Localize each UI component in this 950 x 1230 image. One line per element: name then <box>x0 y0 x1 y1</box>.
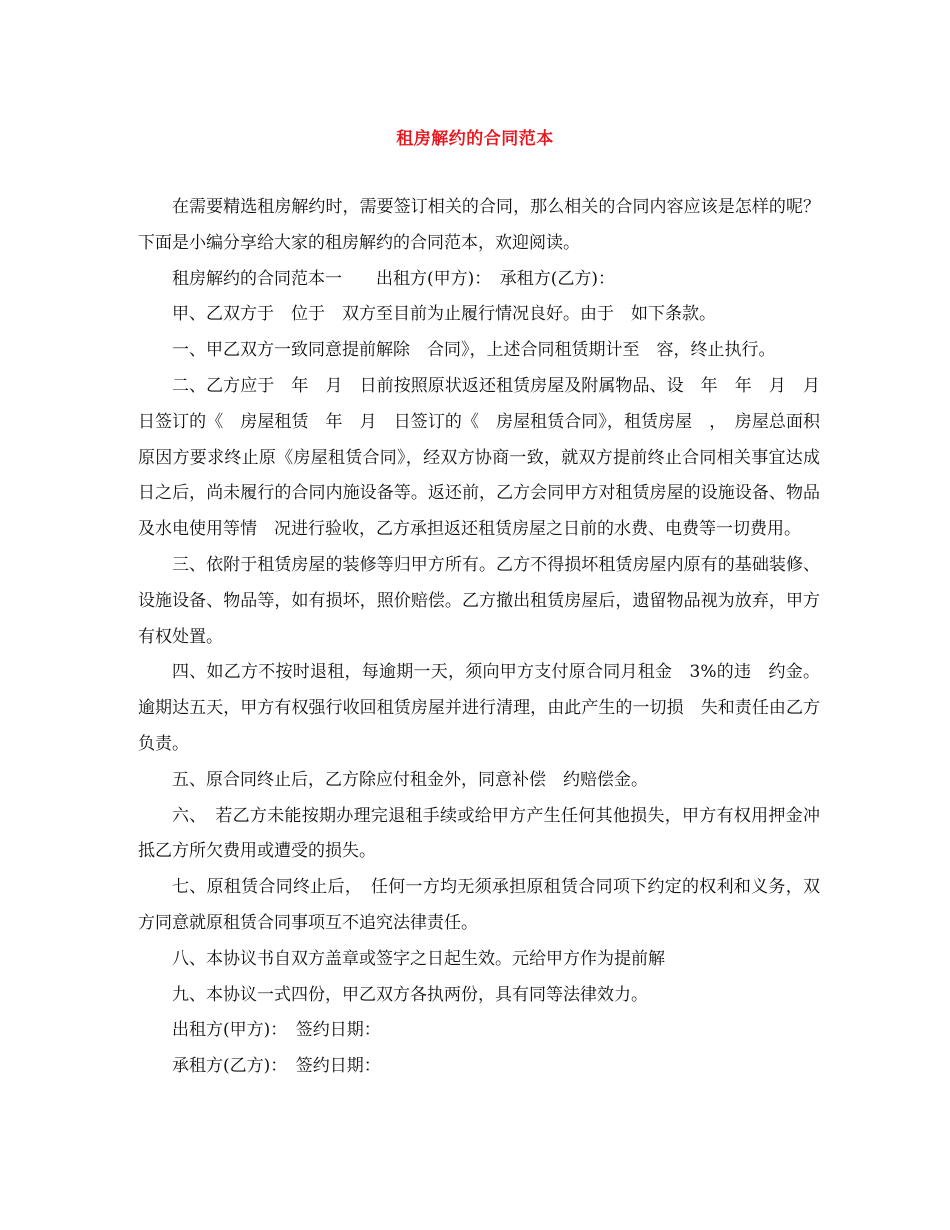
clause-7: 七、原租赁合同终止后， 任何一方均无须承担原租赁合同项下约定的权利和义务，双方同意就原租赁合同事项互不追究法律责任。 <box>138 877 820 933</box>
signature-lessee: 承租方(乙方)： 签约日期： <box>172 1056 381 1077</box>
clause-6: 六、 若乙方未能按期办理完退租手续或给甲方产生任何其他损失，甲方有权用押金冲抵乙方所欠费用或遭受的损失。 <box>138 805 820 862</box>
paragraph-parties: 租房解约的合同范本一 出租方(甲方)： 承租方(乙方)： <box>172 268 616 289</box>
document-title: 租房解约的合同范本 <box>396 129 554 149</box>
signature-lessor: 出租方(甲方)： 签约日期： <box>172 1020 381 1041</box>
clause-1: 一、甲乙双方一致同意提前解除 合同》，上述合同租赁期计至 容，终止执行。 <box>172 340 776 361</box>
clause-9: 九、本协议一式四份，甲乙双方各执两份，具有同等法律效力。 <box>172 984 648 1005</box>
document-body <box>138 190 837 1085</box>
paragraph-intro: 在需要精选租房解约时，需要签订相关的合同，那么相关的合同内容应该是怎样的呢？下面是小编分享给大家的租房解约的合同范本，欢迎阅读。 <box>138 197 820 253</box>
clause-8: 八、本协议书自双方盖章或签字之日起生效。元给甲方作为提前解 <box>172 948 665 969</box>
clause-4: 四、如乙方不按时退租，每逾期一天，须向甲方支付原合同月租金 3%的违 约金。逾期达五天，甲方有权强行收回租赁房屋并进行清理，由此产生的一切损 失和责任由乙方负责。 <box>138 662 820 754</box>
clause-2: 二、乙方应于 年 月 日前按照原状返还租赁房屋及附属物品、设 年 年 月 月 日签订的《 房屋租赁 年 月 日签订的《 房屋租赁合同》，租赁房屋 ， 房屋总面积 原因方要求终止原《房屋租赁合同》，经双方协商一致，就双方提前终止合同相关事宜达成日之后，尚未履行的合同内施设备等。返还前，乙方会同甲方对租赁房屋的设施设备、物品及水电使用等情 况进行验收，乙方承担返还租赁房屋之日前的水费、电费等一切费用。 <box>138 375 837 540</box>
clause-5: 五、原合同终止后，乙方除应付租金外，同意补偿 约赔偿金。 <box>172 769 648 790</box>
clause-3: 三、依附于租赁房屋的装修等归甲方所有。乙方不得损坏租赁房屋内原有的基础装修、设施设备、物品等，如有损坏，照价赔偿。乙方撤出租赁房屋后，遗留物品视为放弃，甲方有权处置。 <box>138 554 820 647</box>
paragraph-background: 甲、乙双方于 位于 双方至目前为止履行情况良好。由于 如下条款。 <box>172 304 716 325</box>
